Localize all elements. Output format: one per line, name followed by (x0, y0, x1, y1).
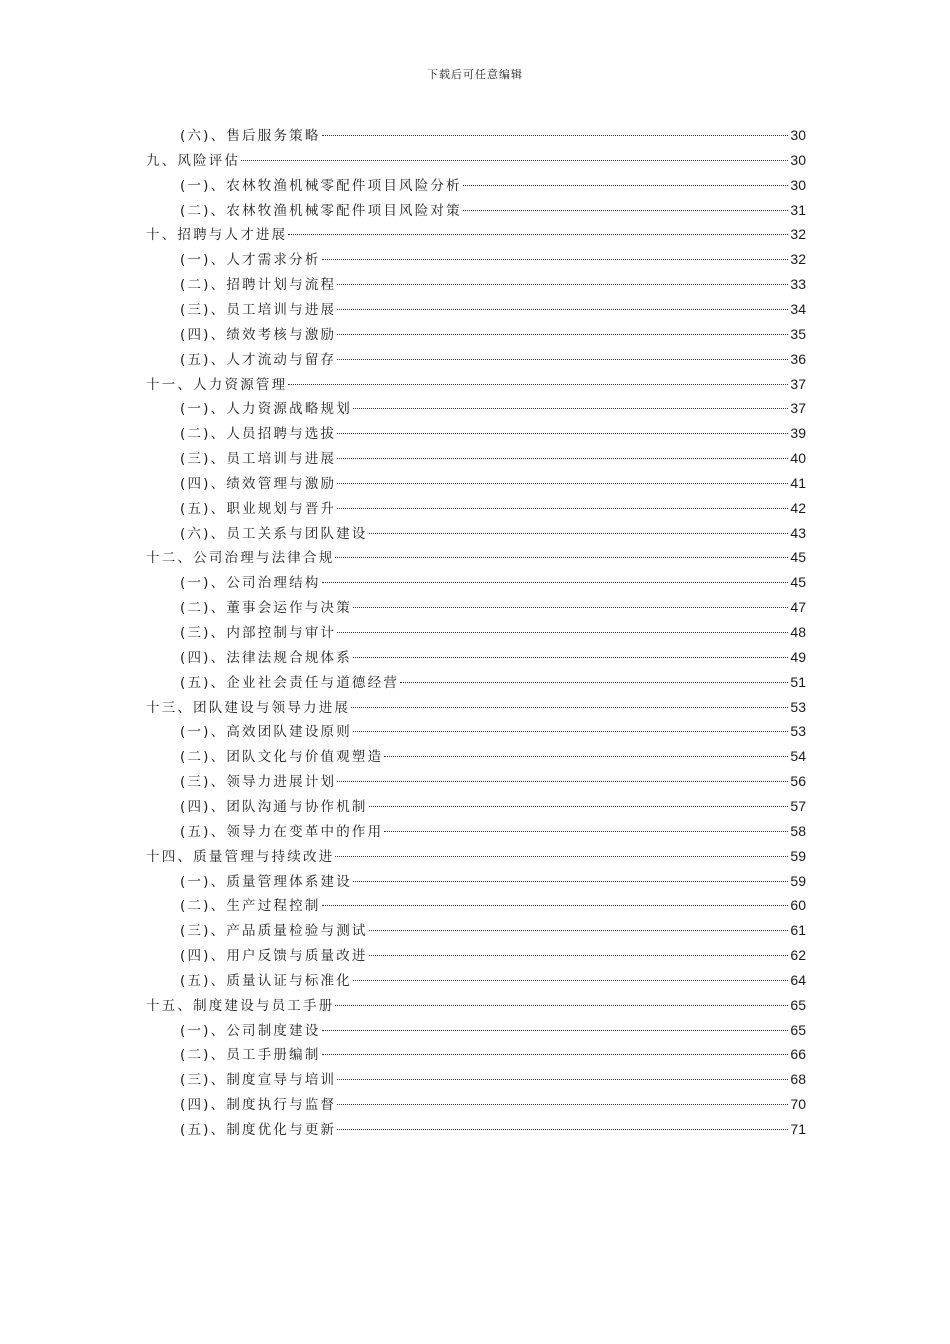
toc-section-entry[interactable] (180, 1044, 806, 1064)
toc-dot-leader (335, 856, 788, 857)
toc-dot-leader (369, 955, 789, 956)
toc-page-number: 42 (790, 499, 806, 516)
toc-entry-title: (四)、用户反馈与质量改进 (180, 948, 368, 965)
toc-page-number: 41 (790, 474, 806, 491)
toc-page-number: 37 (790, 375, 806, 392)
toc-entry-title: 十二、公司治理与法律合规 (146, 550, 335, 567)
toc-dot-leader (337, 309, 788, 310)
toc-entry-title: (三)、员工培训与进展 (180, 301, 337, 318)
toc-dot-leader (337, 1129, 788, 1130)
toc-page-number: 51 (790, 673, 806, 690)
toc-entry-title: (一)、公司治理结构 (180, 575, 321, 592)
toc-entry-title: (四)、绩效考核与激励 (180, 326, 337, 343)
toc-dot-leader (322, 1054, 789, 1055)
toc-section-entry[interactable] (180, 249, 806, 269)
toc-dot-leader (337, 632, 788, 633)
toc-entry-title: (四)、绩效管理与激励 (180, 475, 337, 492)
toc-dot-leader (369, 806, 789, 807)
toc-dot-leader (400, 682, 788, 683)
toc-section-entry[interactable] (180, 920, 806, 940)
toc-page-number: 56 (790, 773, 806, 790)
toc-entry-title: 九、风险评估 (146, 152, 241, 169)
toc-section-entry[interactable] (180, 448, 806, 468)
toc-dot-leader (337, 508, 788, 509)
toc-section-entry[interactable] (180, 597, 806, 617)
toc-page-number: 59 (790, 847, 806, 864)
toc-page-number: 57 (790, 797, 806, 814)
toc-page-number: 60 (790, 897, 806, 914)
toc-section-entry[interactable] (180, 398, 806, 418)
toc-section-entry[interactable] (180, 1119, 806, 1139)
toc-section-entry[interactable] (180, 125, 806, 145)
toc-entry-title: (三)、领导力进展计划 (180, 774, 337, 791)
toc-entry-title: (六)、员工关系与团队建设 (180, 525, 368, 542)
toc-section-entry[interactable] (180, 796, 806, 816)
toc-page-number: 45 (790, 549, 806, 566)
toc-page-number: 39 (790, 425, 806, 442)
toc-entry-title: 十四、质量管理与持续改进 (146, 848, 335, 865)
toc-entry-title: (四)、法律法规合规体系 (180, 649, 352, 666)
page-header: 下载后可任意编辑 (427, 68, 523, 81)
toc-page-number: 61 (790, 922, 806, 939)
toc-dot-leader (351, 707, 788, 708)
toc-entry-title: (五)、职业规划与晋升 (180, 500, 337, 517)
toc-section-entry[interactable] (180, 622, 806, 642)
toc-dot-leader (288, 384, 788, 385)
toc-dot-leader (353, 881, 788, 882)
toc-page-number: 70 (790, 1096, 806, 1113)
toc-entry-title: 十三、团队建设与领导力进展 (146, 699, 351, 716)
toc-dot-leader (463, 210, 789, 211)
toc-section-entry[interactable] (180, 523, 806, 543)
toc-entry-title: (二)、生产过程控制 (180, 898, 321, 915)
toc-page-number: 68 (790, 1071, 806, 1088)
toc-dot-leader (322, 905, 789, 906)
toc-entry-title: (三)、制度宣导与培训 (180, 1072, 337, 1089)
toc-page-number: 64 (790, 971, 806, 988)
toc-dot-leader (384, 831, 788, 832)
toc-entry-title: 十、招聘与人才进展 (146, 227, 288, 244)
toc-page-number: 58 (790, 822, 806, 839)
toc-section-entry[interactable] (180, 274, 806, 294)
toc-entry-title: (一)、人力资源战略规划 (180, 401, 352, 418)
toc-dot-leader (369, 533, 789, 534)
toc-section-entry[interactable] (180, 721, 806, 741)
toc-dot-leader (353, 731, 788, 732)
toc-page-number: 35 (790, 325, 806, 342)
toc-entry-title: (二)、员工手册编制 (180, 1047, 321, 1064)
toc-dot-leader (337, 483, 788, 484)
toc-entry-title: 十五、制度建设与员工手册 (146, 997, 335, 1014)
toc-chapter-entry[interactable] (146, 995, 806, 1015)
toc-page-number: 62 (790, 947, 806, 964)
toc-section-entry[interactable] (180, 1069, 806, 1089)
toc-dot-leader (369, 930, 789, 931)
toc-entry-title: (二)、农林牧渔机械零配件项目风险对策 (180, 202, 462, 219)
toc-entry-title: (三)、员工培训与进展 (180, 451, 337, 468)
toc-chapter-entry[interactable] (146, 150, 806, 170)
toc-dot-leader (288, 234, 788, 235)
toc-dot-leader (337, 359, 788, 360)
toc-section-entry[interactable] (180, 324, 806, 344)
toc-entry-title: (三)、产品质量检验与测试 (180, 923, 368, 940)
toc-section-entry[interactable] (180, 871, 806, 891)
toc-dot-leader (463, 185, 789, 186)
toc-dot-leader (337, 1079, 788, 1080)
toc-page-number: 54 (790, 748, 806, 765)
toc-page-number: 45 (790, 574, 806, 591)
toc-page-number: 59 (790, 872, 806, 889)
toc-section-entry[interactable] (180, 970, 806, 990)
toc-entry-title: (二)、人员招聘与选拔 (180, 426, 337, 443)
toc-dot-leader (322, 135, 789, 136)
toc-entry-title: (二)、招聘计划与流程 (180, 277, 337, 294)
toc-page-number: 37 (790, 400, 806, 417)
toc-entry-title: (四)、制度执行与监督 (180, 1097, 337, 1114)
toc-entry-title: (五)、企业社会责任与道德经营 (180, 674, 400, 691)
toc-section-entry[interactable] (180, 771, 806, 791)
toc-section-entry[interactable] (180, 473, 806, 493)
toc-page-number: 49 (790, 648, 806, 665)
toc-dot-leader (335, 557, 788, 558)
toc-page-number: 43 (790, 524, 806, 541)
toc-section-entry[interactable] (180, 945, 806, 965)
toc-section-entry[interactable] (180, 423, 806, 443)
toc-page-number: 34 (790, 300, 806, 317)
toc-dot-leader (335, 1005, 788, 1006)
toc-page-number: 66 (790, 1046, 806, 1063)
toc-dot-leader (353, 980, 788, 981)
toc-dot-leader (337, 1104, 788, 1105)
toc-page-number: 65 (790, 996, 806, 1013)
toc-entry-title: (一)、人才需求分析 (180, 252, 321, 269)
toc-section-entry[interactable] (180, 498, 806, 518)
toc-entry-title: (五)、制度优化与更新 (180, 1122, 337, 1138)
toc-section-entry[interactable] (180, 175, 806, 195)
toc-section-entry[interactable] (180, 572, 806, 592)
toc-dot-leader (337, 284, 788, 285)
toc-page-number: 48 (790, 624, 806, 640)
toc-chapter-entry[interactable] (146, 547, 806, 567)
toc-page-number: 31 (790, 201, 806, 218)
toc-dot-leader (353, 657, 788, 658)
toc-entry-title: (五)、领导力在变革中的作用 (180, 823, 384, 840)
toc-entry-title: (一)、高效团队建设原则 (180, 724, 352, 741)
toc-entry-title: (一)、公司制度建设 (180, 1022, 321, 1039)
toc-page-number: 71 (790, 1121, 806, 1137)
toc-entry-title: (五)、人才流动与留存 (180, 351, 337, 368)
toc-section-entry[interactable] (180, 200, 806, 220)
toc-entry-title: (二)、团队文化与价值观塑造 (180, 749, 384, 766)
toc-section-entry[interactable] (180, 349, 806, 369)
toc-section-entry[interactable] (180, 821, 806, 841)
toc-entry-title: (六)、售后服务策略 (180, 128, 321, 144)
toc-page-number: 53 (790, 698, 806, 715)
toc-page-number: 47 (790, 599, 806, 616)
toc-page-number: 65 (790, 1021, 806, 1038)
toc-chapter-entry[interactable] (146, 224, 806, 244)
toc-page-number: 30 (790, 127, 806, 143)
toc-section-entry[interactable] (180, 1020, 806, 1040)
toc-page-number: 33 (790, 276, 806, 293)
toc-entry-title: (四)、团队沟通与协作机制 (180, 798, 368, 815)
toc-entry-title: (五)、质量认证与标准化 (180, 972, 352, 989)
toc-entry-title: (二)、董事会运作与决策 (180, 600, 352, 617)
toc-dot-leader (384, 756, 788, 757)
toc-page-number: 32 (790, 226, 806, 243)
toc-dot-leader (241, 160, 788, 161)
toc-section-entry[interactable] (180, 299, 806, 319)
toc-dot-leader (353, 408, 788, 409)
toc-page-number: 53 (790, 723, 806, 740)
toc-dot-leader (337, 433, 788, 434)
toc-chapter-entry[interactable] (146, 846, 806, 866)
toc-section-entry[interactable] (180, 895, 806, 915)
toc-page-number: 30 (790, 151, 806, 168)
toc-entry-title: (三)、内部控制与审计 (180, 625, 337, 641)
toc-section-entry[interactable] (180, 1094, 806, 1114)
toc-page-number: 30 (790, 176, 806, 193)
toc-dot-leader (322, 582, 789, 583)
toc-section-entry[interactable] (180, 647, 806, 667)
toc-chapter-entry[interactable] (146, 697, 806, 717)
toc-entry-title: (一)、质量管理体系建设 (180, 873, 352, 890)
toc-dot-leader (337, 781, 788, 782)
toc-page-number: 32 (790, 251, 806, 268)
toc-entry-title: (一)、农林牧渔机械零配件项目风险分析 (180, 177, 462, 194)
toc-dot-leader (322, 1030, 789, 1031)
toc-dot-leader (353, 607, 788, 608)
toc-page-number: 36 (790, 350, 806, 367)
toc-section-entry[interactable] (180, 746, 806, 766)
toc-section-entry[interactable] (180, 672, 806, 692)
toc-page-number: 40 (790, 450, 806, 467)
toc-dot-leader (337, 458, 788, 459)
toc-dot-leader (322, 259, 789, 260)
toc-entry-title: 十一、人力资源管理 (146, 376, 288, 393)
toc-dot-leader (337, 334, 788, 335)
toc-chapter-entry[interactable] (146, 374, 806, 394)
